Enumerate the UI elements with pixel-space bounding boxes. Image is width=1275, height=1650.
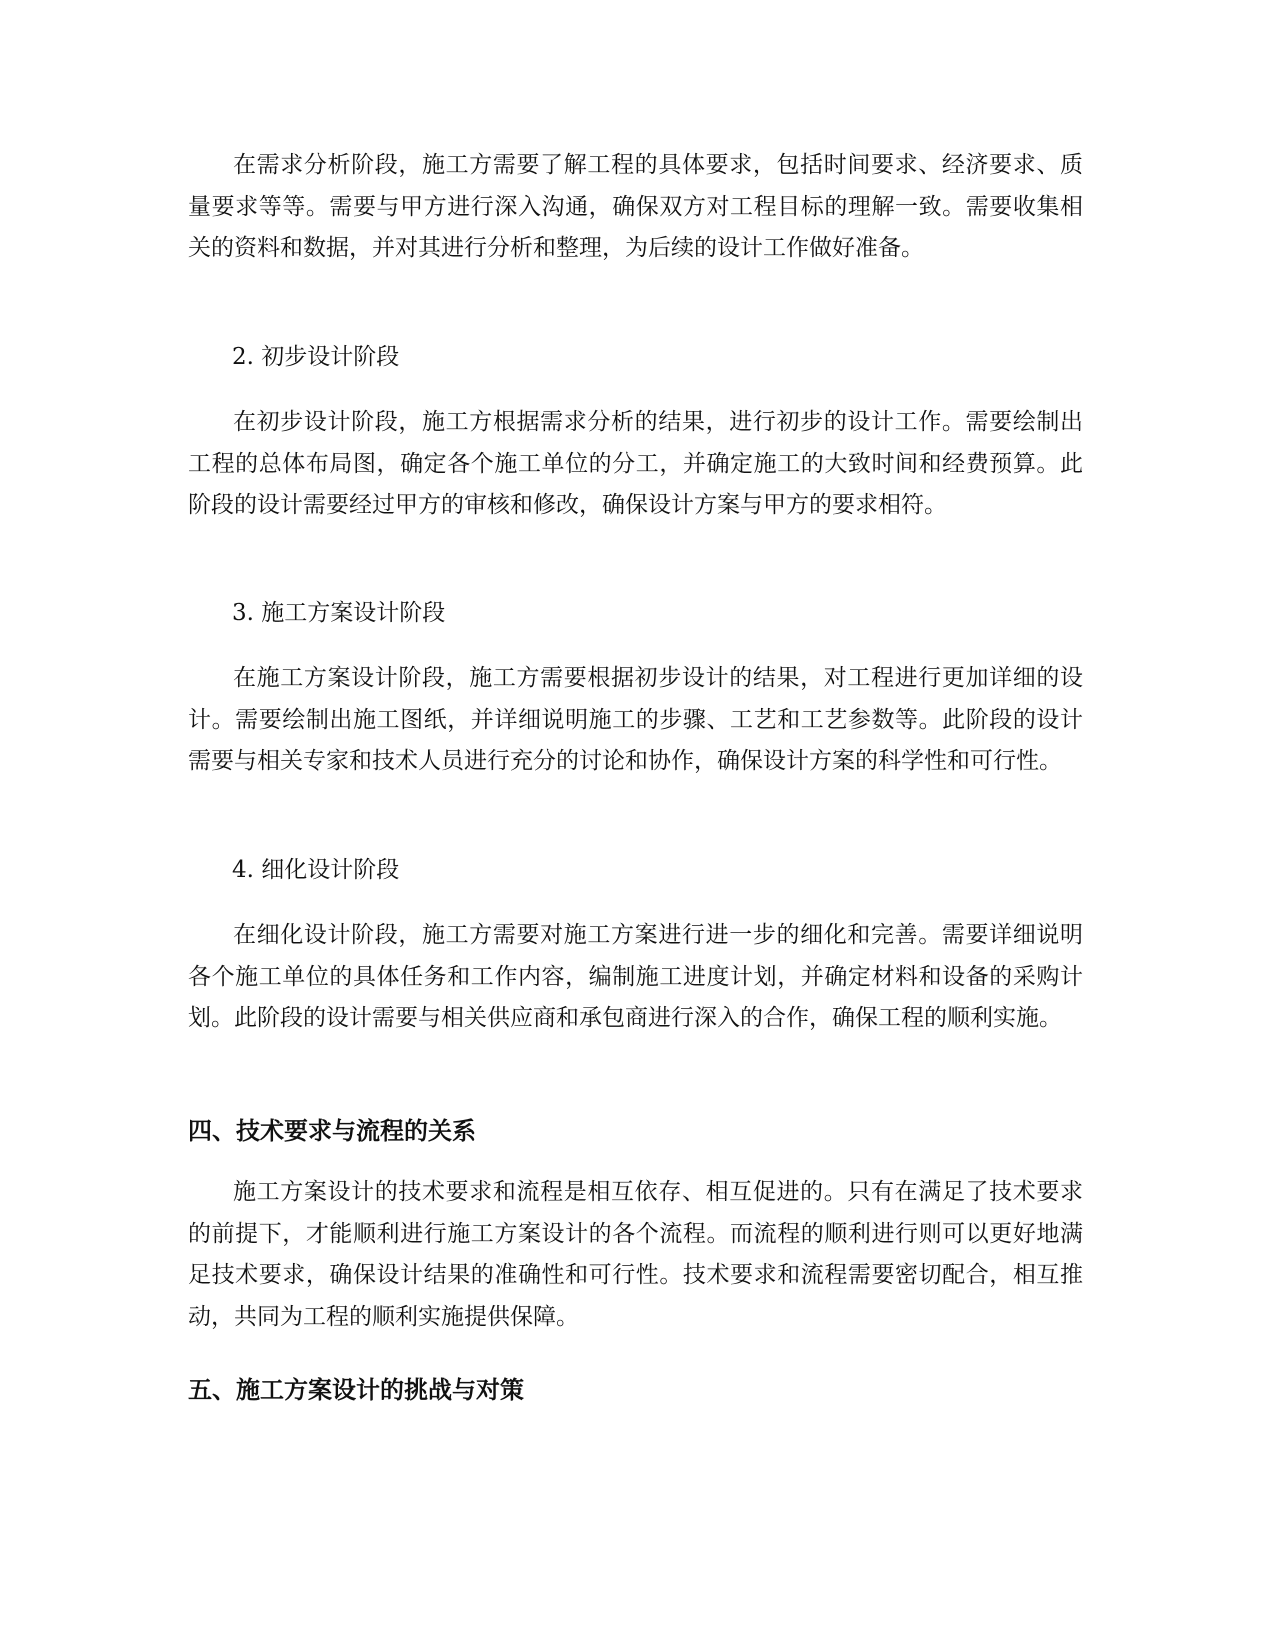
list-item-preliminary-design: 2. 初步设计阶段 xyxy=(232,344,400,370)
paragraph-construction-plan-design: 在施工方案设计阶段，施工方需要根据初步设计的结果，对工程进行更加详细的设计。需要绘制出施工图纸，并详细说明施工的步骤、工艺和工艺参数等。此阶段的设计需要与相关专家和技术人员进行充分的讨论和协作，确保设计方案的科学性和可行性。 xyxy=(188,665,1083,775)
paragraph-requirements-analysis: 在需求分析阶段，施工方需要了解工程的具体要求，包括时间要求、经济要求、质量要求等等。需要与甲方进行深入沟通，确保双方对工程目标的理解一致。需要收集相关的资料和数据，并对其进行分析和整理，为后续的设计工作做好准备。 xyxy=(188,152,1083,262)
list-item-detailed-design: 4. 细化设计阶段 xyxy=(232,857,400,883)
section-heading-requirements-process-relation: 四、技术要求与流程的关系 xyxy=(188,1117,476,1145)
paragraph-preliminary-design: 在初步设计阶段，施工方根据需求分析的结果，进行初步的设计工作。需要绘制出工程的总体布局图，确定各个施工单位的分工，并确定施工的大致时间和经费预算。此阶段的设计需要经过甲方的审核和修改，确保设计方案与甲方的要求相符。 xyxy=(188,409,1083,519)
list-item-construction-plan-design: 3. 施工方案设计阶段 xyxy=(232,600,446,626)
paragraph-detailed-design: 在细化设计阶段，施工方需要对施工方案进行进一步的细化和完善。需要详细说明各个施工单位的具体任务和工作内容，编制施工进度计划，并确定材料和设备的采购计划。此阶段的设计需要与相关供应商和承包商进行深入的合作，确保工程的顺利实施。 xyxy=(188,922,1083,1032)
section-heading-challenges-countermeasures: 五、施工方案设计的挑战与对策 xyxy=(188,1376,524,1404)
paragraph-requirements-process-relation: 施工方案设计的技术要求和流程是相互依存、相互促进的。只有在满足了技术要求的前提下，才能顺利进行施工方案设计的各个流程。而流程的顺利进行则可以更好地满足技术要求，确保设计结果的准确性和可行性。技术要求和流程需要密切配合，相互推动，共同为工程的顺利实施提供保障。 xyxy=(188,1179,1083,1330)
